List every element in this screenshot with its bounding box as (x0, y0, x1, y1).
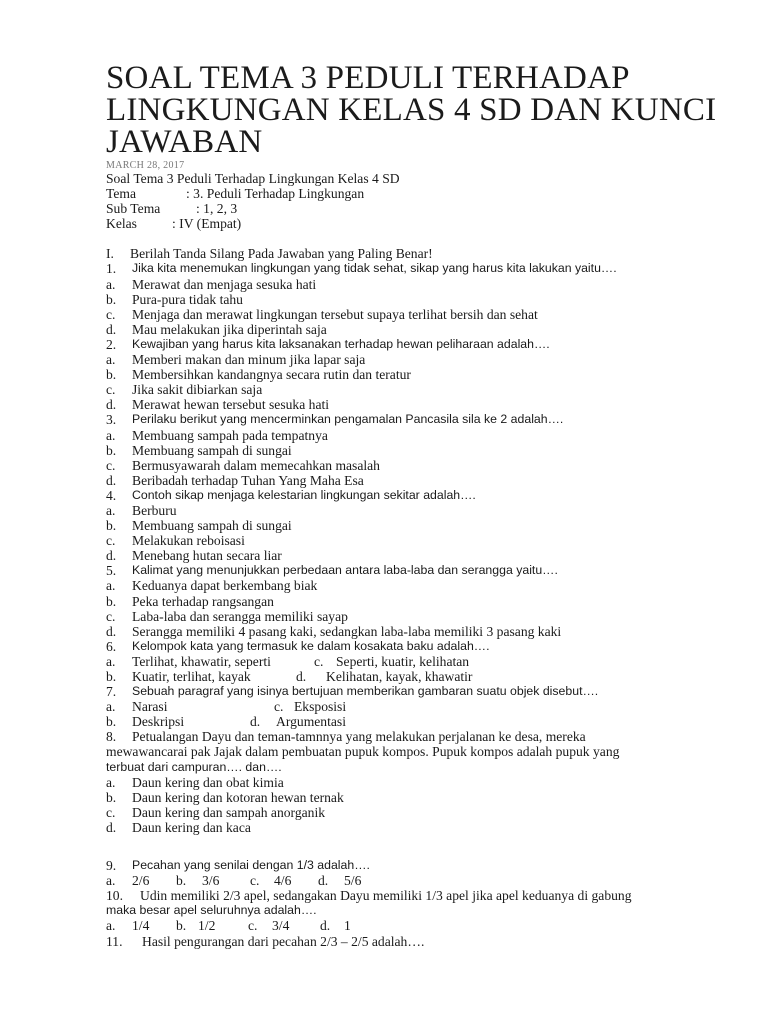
post-date: MARCH 28, 2017 (106, 160, 185, 171)
option-c: 4/6 (274, 873, 292, 889)
meta-label: Kelas (106, 216, 137, 232)
option-label: a. (106, 352, 116, 368)
question (106, 684, 746, 729)
option-label: d. (106, 623, 117, 639)
option-label: b. (106, 593, 117, 609)
option-label: b. (106, 442, 117, 458)
option-d: Daun kering dan kaca (132, 819, 251, 835)
question-text: Sebuah paragraf yang isinya bertujuan memberikan gambaran suatu objek disebut…. (132, 684, 599, 699)
option-c: Jika sakit dibiarkan saja (132, 382, 263, 398)
option-label: a. (106, 699, 116, 715)
option-label: d. (106, 472, 117, 488)
option-label: a. (106, 276, 116, 292)
option-b: Membersihkan kandangnya secara rutin dan teratur (132, 367, 411, 383)
option-b: Membuang sampah di sungai (132, 518, 292, 534)
option-label: d. (106, 397, 117, 413)
question-text: mewawancarai pak Jajak dalam pembuatan pupuk kompos. Pupuk kompos adalah pupuk yang (106, 744, 620, 760)
option-label: d. (250, 714, 261, 730)
title-line-2: LINGKUNGAN KELAS 4 SD DAN KUNCI (106, 92, 717, 128)
question (106, 858, 746, 888)
option-label: b. (106, 518, 117, 534)
question-text: maka besar apel seluruhnya adalah…. (106, 903, 317, 918)
document-meta (106, 171, 746, 231)
option-label: b. (176, 873, 187, 889)
meta-tema (106, 186, 746, 201)
section-marker: I. (106, 246, 114, 262)
question-text: Udin memiliki 2/3 apel, sedangakan Dayu memiliki 1/3 apel jika apel keduanya di gabung (140, 888, 632, 904)
meta-value: : 3. Peduli Terhadap Lingkungan (186, 186, 365, 202)
question-text: Kelompok kata yang termasuk ke dalam kosakata baku adalah…. (132, 638, 490, 653)
meta-kelas (106, 216, 746, 231)
option-b: Deskripsi (132, 714, 185, 730)
option-label: c. (274, 699, 284, 715)
question (106, 563, 746, 638)
option-a: 2/6 (132, 873, 150, 889)
question (106, 337, 746, 412)
question-text: terbuat dari campuran…. dan…. (106, 759, 282, 774)
option-label: c. (106, 457, 116, 473)
option-c: 3/4 (272, 918, 290, 934)
question-number: 2. (106, 336, 117, 352)
option-label: c. (106, 533, 116, 549)
question-text: Hasil pengurangan dari pecahan 2/3 – 2/5 adalah…. (142, 933, 425, 949)
option-c: Melakukan reboisasi (132, 533, 245, 549)
option-a: Daun kering dan obat kimia (132, 774, 284, 790)
question-text: Kalimat yang menunjukkan perbedaan antara laba-laba dan serangga yaitu…. (132, 563, 558, 578)
option-label: a. (106, 502, 116, 518)
option-c: Laba-laba dan serangga memiliki sayap (132, 608, 348, 624)
meta-label: Sub Tema (106, 201, 161, 217)
question-text: Contoh sikap menjaga kelestarian lingkungan sekitar adalah…. (132, 487, 476, 502)
option-label: d. (106, 321, 117, 337)
question (106, 729, 746, 835)
question (106, 488, 746, 563)
question (106, 888, 746, 933)
option-b: Pura-pura tidak tahu (132, 291, 243, 307)
option-label: b. (106, 789, 117, 805)
option-a: Berburu (132, 502, 177, 518)
option-label: a. (106, 873, 116, 889)
option-c: Bermusyawarah dalam memecahkan masalah (132, 457, 380, 473)
meta-value: : IV (Empat) (172, 216, 242, 232)
option-label: c. (248, 918, 258, 934)
option-a: Memberi makan dan minum jika lapar saja (132, 352, 366, 368)
subtitle: Soal Tema 3 Peduli Terhadap Lingkungan Kelas 4 SD (106, 171, 400, 186)
option-d: Menebang hutan secara liar (132, 548, 282, 564)
option-c: Seperti, kuatir, kelihatan (336, 653, 470, 669)
question-text: Jika kita menemukan lingkungan yang tidak sehat, sikap yang harus kita lakukan yaitu…. (132, 261, 617, 276)
option-d: Merawat hewan tersebut sesuka hati (132, 397, 330, 413)
question-number: 7. (106, 684, 117, 700)
option-label: d. (320, 918, 331, 934)
question-number: 9. (106, 858, 117, 874)
option-d: 5/6 (344, 873, 362, 889)
option-label: d. (296, 669, 307, 684)
meta-value: : 1, 2, 3 (196, 201, 238, 217)
option-label: c. (106, 608, 116, 624)
option-c: Daun kering dan sampah anorganik (132, 804, 326, 820)
option-label: b. (106, 714, 117, 730)
section-heading (106, 246, 746, 261)
option-b: Kuatir, terlihat, kayak (132, 669, 251, 684)
option-label: d. (106, 548, 117, 564)
question-number: 4. (106, 487, 117, 503)
option-b: 1/2 (198, 918, 216, 934)
question-number: 5. (106, 563, 117, 579)
option-d: Serangga memiliki 4 pasang kaki, sedangkan laba-laba memiliki 3 pasang kaki (132, 623, 562, 639)
question (106, 934, 746, 949)
option-label: c. (250, 873, 260, 889)
option-label: b. (106, 669, 117, 684)
meta-subtema (106, 201, 746, 216)
option-b: Peka terhadap rangsangan (132, 593, 274, 609)
meta-label: Tema (106, 186, 136, 202)
option-c: Menjaga dan merawat lingkungan tersebut supaya terlihat bersih dan sehat (132, 306, 538, 322)
option-label: a. (106, 918, 116, 934)
option-d: Argumentasi (276, 714, 346, 730)
question-text: Pecahan yang senilai dengan 1/3 adalah…. (132, 858, 370, 873)
option-b: Membuang sampah di sungai (132, 442, 292, 458)
question (106, 639, 746, 684)
question-text: Kewajiban yang harus kita laksanakan terhadap hewan peliharaan adalah…. (132, 336, 550, 351)
document-page (106, 62, 746, 949)
question (106, 261, 746, 336)
section-text: Berilah Tanda Silang Pada Jawaban yang Paling Benar! (130, 246, 433, 262)
option-a: Membuang sampah pada tempatnya (132, 427, 328, 443)
question-number: 1. (106, 261, 117, 277)
question-number: 8. (106, 729, 117, 745)
title-line-3: JAWABAN (106, 124, 263, 160)
option-a: Keduanya dapat berkembang biak (132, 578, 318, 594)
option-label: c. (314, 653, 324, 669)
option-b: Daun kering dan kotoran hewan ternak (132, 789, 344, 805)
option-b: 3/6 (202, 873, 220, 889)
option-a: Narasi (132, 699, 168, 715)
option-label: c. (106, 382, 116, 398)
option-label: a. (106, 427, 116, 443)
option-d: Mau melakukan jika diperintah saja (132, 321, 327, 337)
question-number: 10. (106, 888, 123, 904)
question-text: Petualangan Dayu dan teman-tamnnya yang melakukan perjalanan ke desa, mereka (132, 729, 586, 745)
option-a: Terlihat, khawatir, seperti (132, 653, 271, 669)
page-title (106, 62, 746, 158)
question-number: 3. (106, 412, 117, 428)
question-number: 11. (106, 933, 123, 949)
option-label: a. (106, 774, 116, 790)
option-label: d. (106, 819, 117, 835)
option-d: Kelihatan, kayak, khawatir (326, 669, 473, 684)
option-label: a. (106, 578, 116, 594)
option-a: 1/4 (132, 918, 150, 934)
option-c: Eksposisi (294, 699, 347, 715)
option-a: Merawat dan menjaga sesuka hati (132, 276, 317, 292)
question-number: 6. (106, 638, 117, 654)
option-d: 1 (344, 918, 351, 934)
option-label: b. (106, 291, 117, 307)
title-line-1: SOAL TEMA 3 PEDULI TERHADAP (106, 60, 630, 96)
option-label: d. (318, 873, 329, 889)
option-d: Beribadah terhadap Tuhan Yang Maha Esa (132, 472, 364, 488)
option-label: c. (106, 804, 116, 820)
question-text: Perilaku berikut yang mencerminkan pengamalan Pancasila sila ke 2 adalah…. (132, 412, 564, 427)
option-label: c. (106, 306, 116, 322)
option-label: b. (176, 918, 187, 934)
option-label: b. (106, 367, 117, 383)
option-label: a. (106, 653, 116, 669)
question (106, 412, 746, 487)
